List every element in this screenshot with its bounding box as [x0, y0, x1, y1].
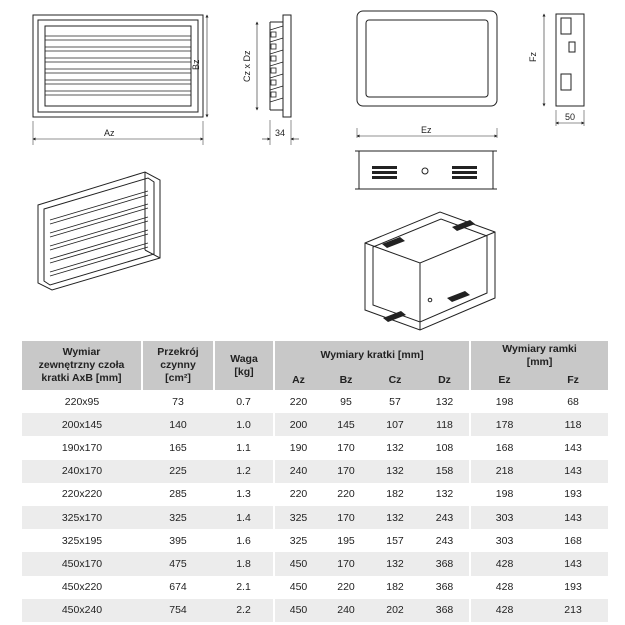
table-cell: 475	[142, 552, 214, 575]
table-cell: 220x95	[22, 390, 142, 413]
table-cell: 240x170	[22, 460, 142, 483]
table-cell: 243	[420, 506, 470, 529]
table-cell: 170	[322, 436, 370, 459]
table-cell: 132	[420, 390, 470, 413]
table-cell: 218	[470, 460, 538, 483]
table-cell: 165	[142, 436, 214, 459]
table-cell: 132	[370, 460, 420, 483]
table-cell: 450	[274, 576, 322, 599]
table-cell: 178	[470, 413, 538, 436]
table-row	[22, 599, 608, 622]
table-cell: 157	[370, 529, 420, 552]
table-cell: 143	[538, 552, 608, 575]
header-az: Az	[274, 370, 322, 390]
table-cell: 170	[322, 460, 370, 483]
table-cell: 368	[420, 552, 470, 575]
table-cell: 368	[420, 599, 470, 622]
table-cell: 108	[420, 436, 470, 459]
table-cell: 395	[142, 529, 214, 552]
table-cell: 143	[538, 460, 608, 483]
table-cell: 1.1	[214, 436, 274, 459]
table-cell: 158	[420, 460, 470, 483]
frame-side-view	[544, 14, 584, 126]
table-cell: 168	[538, 529, 608, 552]
frame-perspective-view	[365, 212, 495, 330]
table-cell: 73	[142, 390, 214, 413]
table-cell: 303	[470, 529, 538, 552]
table-cell: 325x195	[22, 529, 142, 552]
table-cell: 240	[322, 599, 370, 622]
table-cell: 143	[538, 506, 608, 529]
frame-edge-view	[355, 151, 497, 189]
table-cell: 132	[370, 506, 420, 529]
table-cell: 132	[420, 483, 470, 506]
table-cell: 2.2	[214, 599, 274, 622]
table-cell: 107	[370, 413, 420, 436]
table-row	[22, 390, 608, 413]
table-cell: 182	[370, 576, 420, 599]
header-row-main	[22, 341, 608, 370]
header-size: Wymiar zewnętrzny czoła kratki AxB [mm]	[22, 341, 142, 390]
table-cell: 428	[470, 576, 538, 599]
table-cell: 243	[420, 529, 470, 552]
header-cz: Cz	[370, 370, 420, 390]
table-cell: 140	[142, 413, 214, 436]
table-cell: 68	[538, 390, 608, 413]
table-cell: 200x145	[22, 413, 142, 436]
table-cell: 325	[274, 529, 322, 552]
specification-table	[22, 341, 608, 622]
table-cell: 202	[370, 599, 420, 622]
table-cell: 220x220	[22, 483, 142, 506]
table-cell: 754	[142, 599, 214, 622]
table-cell: 213	[538, 599, 608, 622]
dim-ez-label: Ez	[421, 125, 432, 135]
header-dz: Dz	[420, 370, 470, 390]
table-cell: 118	[538, 413, 608, 436]
grille-side-view	[257, 15, 299, 145]
table-cell: 240	[274, 460, 322, 483]
table-row	[22, 436, 608, 459]
table-cell: 1.4	[214, 506, 274, 529]
table-cell: 285	[142, 483, 214, 506]
table-cell: 220	[274, 483, 322, 506]
header-ez: Ez	[470, 370, 538, 390]
table-cell: 674	[142, 576, 214, 599]
grille-perspective-view	[38, 172, 160, 290]
header-bz: Bz	[322, 370, 370, 390]
table-cell: 190	[274, 436, 322, 459]
table-row	[22, 506, 608, 529]
header-weight: Waga [kg]	[214, 341, 274, 390]
table-cell: 57	[370, 390, 420, 413]
dim-bz-label: Bz	[191, 59, 201, 70]
table-cell: 450x220	[22, 576, 142, 599]
table-row	[22, 413, 608, 436]
table-cell: 193	[538, 483, 608, 506]
table-cell: 170	[322, 506, 370, 529]
table-row	[22, 529, 608, 552]
table-cell: 95	[322, 390, 370, 413]
table-cell: 195	[322, 529, 370, 552]
dim-czdz-label: Cz x Dz	[242, 50, 252, 82]
table-cell: 225	[142, 460, 214, 483]
table-cell: 200	[274, 413, 322, 436]
table-row	[22, 552, 608, 575]
table-cell: 1.6	[214, 529, 274, 552]
table-cell: 1.8	[214, 552, 274, 575]
table-cell: 450	[274, 599, 322, 622]
table-cell: 450x240	[22, 599, 142, 622]
table-cell: 220	[322, 576, 370, 599]
table-cell: 198	[470, 483, 538, 506]
table-cell: 168	[470, 436, 538, 459]
header-grille-dims: Wymiary kratki [mm]	[274, 341, 470, 370]
dim-depth-frame-label: 50	[565, 112, 576, 122]
table-cell: 132	[370, 552, 420, 575]
table-cell: 450	[274, 552, 322, 575]
header-fz: Fz	[538, 370, 608, 390]
table-cell: 450x170	[22, 552, 142, 575]
header-section: Przekrój czynny [cm²]	[142, 341, 214, 390]
table-body	[22, 390, 608, 622]
table-cell: 1.0	[214, 413, 274, 436]
table-cell: 428	[470, 552, 538, 575]
table-cell: 198	[470, 390, 538, 413]
table-cell: 1.2	[214, 460, 274, 483]
table-cell: 220	[322, 483, 370, 506]
table-row	[22, 576, 608, 599]
table-cell: 143	[538, 436, 608, 459]
table-cell: 145	[322, 413, 370, 436]
table-cell: 118	[420, 413, 470, 436]
table-row	[22, 460, 608, 483]
dim-fz-label: Fz	[528, 52, 538, 62]
table-cell: 325	[274, 506, 322, 529]
header-frame-dims: Wymiary ramki [mm]	[470, 341, 608, 370]
table-cell: 182	[370, 483, 420, 506]
table-cell: 325	[142, 506, 214, 529]
table-cell: 2.1	[214, 576, 274, 599]
table-cell: 428	[470, 599, 538, 622]
table-cell: 190x170	[22, 436, 142, 459]
grille-front-view	[33, 15, 207, 145]
table-cell: 220	[274, 390, 322, 413]
dim-depth-grille-label: 34	[275, 128, 286, 138]
table-cell: 1.3	[214, 483, 274, 506]
dim-az-label: Az	[104, 128, 115, 138]
table-cell: 132	[370, 436, 420, 459]
table-cell: 303	[470, 506, 538, 529]
table-cell: 193	[538, 576, 608, 599]
frame-front-view	[357, 11, 497, 138]
table-cell: 325x170	[22, 506, 142, 529]
table-cell: 0.7	[214, 390, 274, 413]
table-cell: 368	[420, 576, 470, 599]
table-cell: 170	[322, 552, 370, 575]
table-row	[22, 483, 608, 506]
